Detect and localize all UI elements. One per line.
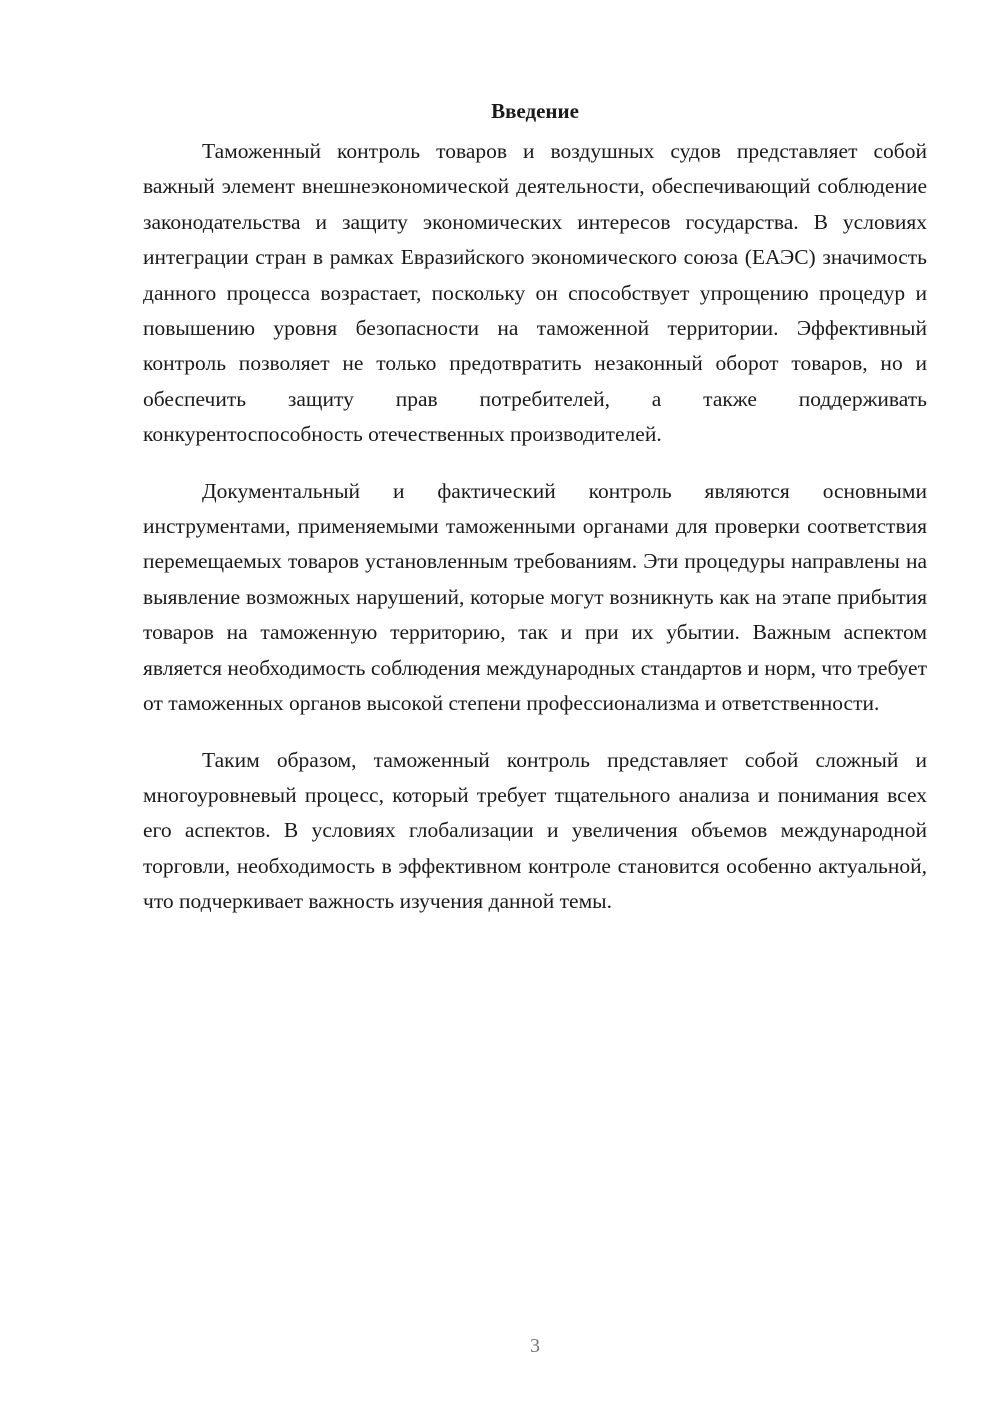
section-heading: Введение (491, 99, 579, 123)
paragraph-3: Таким образом, таможенный контроль представляет собой сложный и многоуровневый процесс, который требует тщательного анализа и понимания всех его аспектов. В условиях глобализации и увеличения объемов международной торговли, необходимость в эффективном контроле становится особенно актуальной, что подчеркивает важность изучения данной темы. (143, 747, 927, 914)
paragraph-2: Документальный и фактический контроль являются основными инструментами, применяемыми таможенными органами для проверки соответствия перемещаемых товаров установленным требованиям. Эти процедуры направлены на выявление возможных нарушений, которые могут возникнуть как на этапе прибытия товаров на таможенную территорию, так и при их убытии. Важным аспектом является необходимость соблюдения международных стандартов и норм, что требует от таможенных органов высокой степени профессионализма и ответственности. (143, 478, 927, 716)
paragraph-1: Таможенный контроль товаров и воздушных судов представляет собой важный элемент внешнеэкономической деятельности, обеспечивающий соблюдение законодательства и защиту экономических интересов государства. В условиях интеграции стран в рамках Евразийского экономического союза (ЕАЭС) значимость данного процесса возрастает, поскольку он способствует упрощению процедур и повышению уровня безопасности на таможенной территории. Эффективный контроль позволяет не только предотвратить незаконный оборот товаров, но и обеспечить защиту прав потребителей, а также поддерживать конкурентоспособность отечественных производителей. (143, 139, 927, 447)
page-number: 3 (530, 1335, 540, 1357)
page-content (143, 96, 927, 941)
